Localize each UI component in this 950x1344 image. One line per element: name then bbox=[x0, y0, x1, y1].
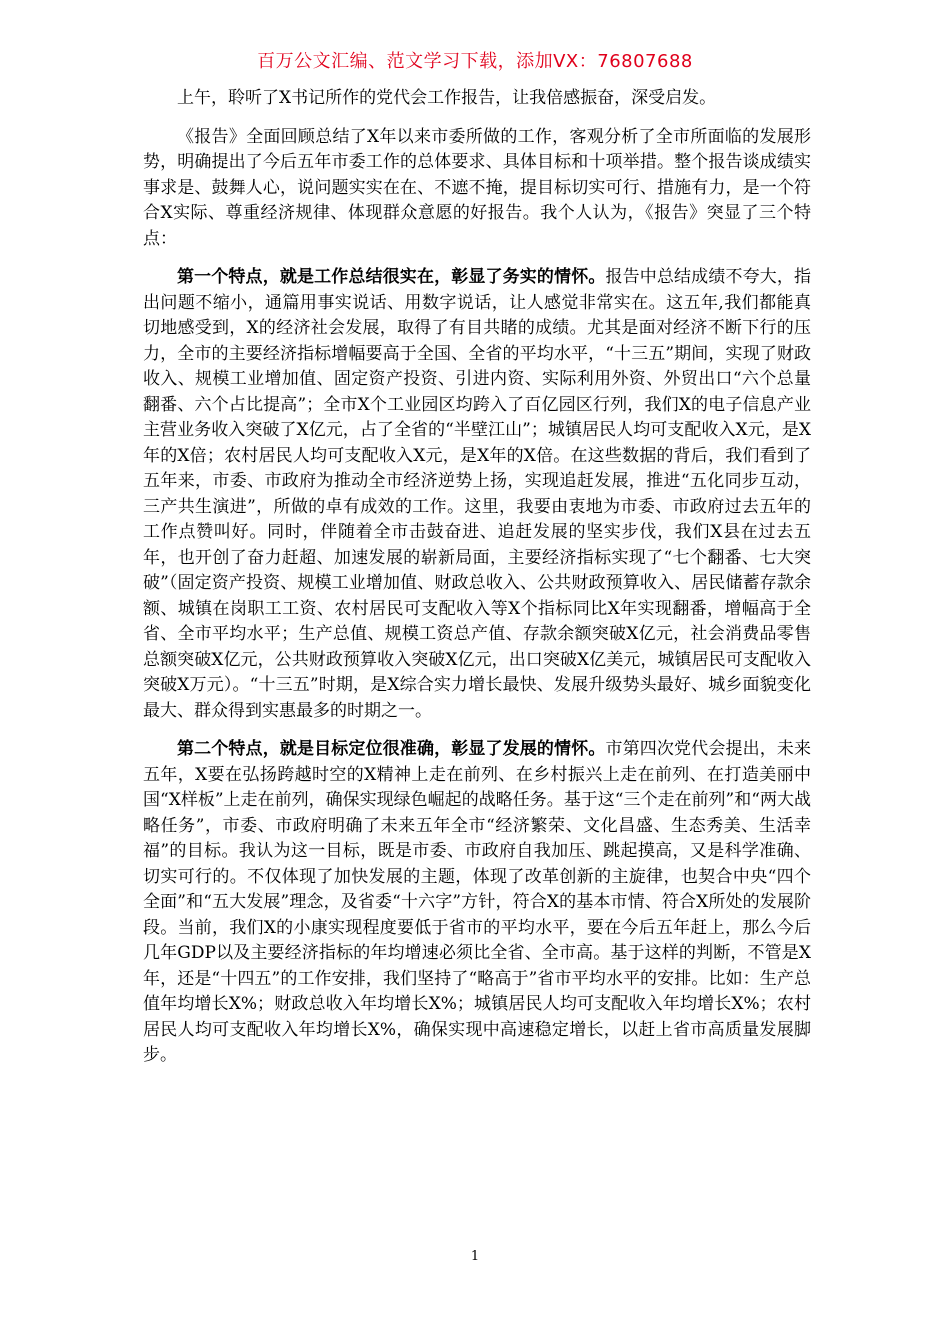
paragraph-text: 《报告》全面回顾总结了X年以来市委所做的工作，客观分析了全市所面临的发展形势，明确提出了今后五年市委工作的总体要求、具体目标和十项举措。整个报告谈成绩实事求是、鼓舞人心，说问题实实在在、不遮不掩，提目标切实可行、措施有力，是一个符合X实际、尊重经济规律、体现群众意愿的好报告。我个人认为，《报告》突显了三个特点： bbox=[143, 126, 811, 249]
paragraph-overview bbox=[143, 125, 811, 253]
paragraph-feature-two bbox=[143, 737, 811, 1069]
page-header-banner: 百万公文汇编、范文学习下载，添加VX：76807688 bbox=[257, 51, 693, 72]
paragraph-lead: 第一个特点，就是工作总结很实在，彰显了务实的情怀。 bbox=[177, 267, 606, 287]
paragraph-intro bbox=[143, 86, 811, 112]
paragraph-text: 报告中总结成绩不夸大，指出问题不缩小，通篇用事实说话、用数字说话，让人感觉非常实在。这五年,我们都能真切地感受到，X的经济社会发展，取得了有目共睹的成绩。尤其是面对经济不断下行的压力，全市的主要经济指标增幅要高于全国、全省的平均水平，“十三五”期间，实现了财政收入、规模工业增加值、固定资产投资、引进内资、实际利用外资、外贸出口“六个总量翻番、六个占比提高”；全市X个工业园区均跨入了百亿园区行列，我们X的电子信息产业主营业务收入突破了X亿元，占了全省的“半壁江山”；城镇居民人均可支配收入X元，是X年的X倍；农村居民人均可支配收入X元，是X年的X倍。在这些数据的背后，我们看到了五年来，市委、市政府为推动全市经济逆势上扬，实现追赶发展，推进“五化同步互动，三产共生演进”，所做的卓有成效的工作。这里，我要由衷地为市委、市政府过去五年的工作点赞叫好。同时，伴随着全市击鼓奋进、追赶发展的坚实步伐，我们X县在过去五年，也开创了奋力赶超、加速发展的崭新局面，主要经济指标实现了“七个翻番、七大突破”（固定资产投资、规模工业增加值、财政总收入、公共财政预算收入、居民储蓄存款余额、城镇在岗职工工资、农村居民可支配收入等X个指标同比X年实现翻番，增幅高于全省、全市平均水平；生产总值、规模工资总产值、存款余额突破X亿元，社会消费品零售总额突破X亿元，公共财政预算收入突破X亿元，出口突破X亿美元，城镇居民可支配收入突破X万元）。“十三五”时期，是X综合实力增长最快、发展升级势头最好、城乡面貌变化最大、群众得到实惠最多的时期之一。 bbox=[143, 267, 812, 721]
page-number: 1 bbox=[470, 1249, 480, 1264]
document-body bbox=[143, 86, 811, 1082]
paragraph-text: 上午，聆听了X书记所作的党代会工作报告，让我倍感振奋，深受启发。 bbox=[177, 88, 717, 108]
paragraph-feature-one bbox=[143, 265, 811, 724]
paragraph-lead: 第二个特点，就是目标定位很准确，彰显了发展的情怀。 bbox=[177, 739, 606, 759]
paragraph-text: 市第四次党代会提出，未来五年，X要在弘扬跨越时空的X精神上走在前列、在乡村振兴上走在前列、在打造美丽中国“X样板”上走在前列，确保实现绿色崛起的战略任务。基于这“三个走在前列”和“两大战略任务”，市委、市政府明确了未来五年全市“经济繁荣、文化昌盛、生态秀美、生活幸福”的目标。我认为这一目标，既是市委、市政府自我加压、跳起摸高，又是科学准确、切实可行的。不仅体现了加快发展的主题，体现了改革创新的主旋律，也契合中央“四个全面”和“五大发展”理念，及省委“十六字”方针，符合X的基本市情、符合X所处的发展阶段。当前，我们X的小康实现程度要低于省市的平均水平，要在今后五年赶上，那么今后几年GDP以及主要经济指标的年均增速必须比全省、全市高。基于这样的判断，不管是X年，还是“十四五”的工作安排，我们坚持了“略高于”省市平均水平的安排。比如：生产总值年均增长X%；财政总收入年均增长X%；城镇居民人均可支配收入年均增长X%；农村居民人均可支配收入年均增长X%，确保实现中高速稳定增长，以赶上省市高质量发展脚步。 bbox=[143, 739, 812, 1065]
